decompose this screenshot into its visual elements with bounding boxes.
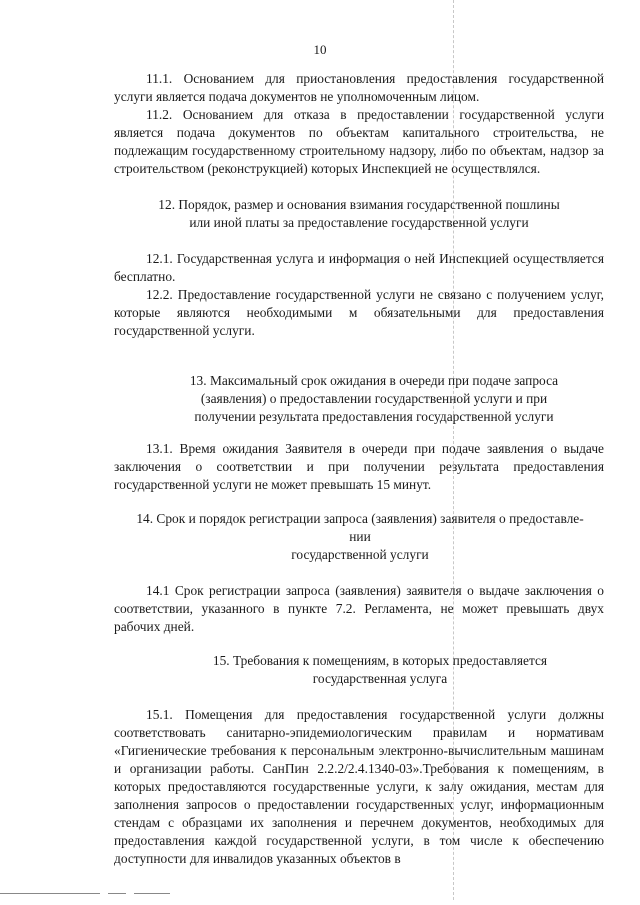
heading-12-line: или иной платы за предоставление государственной услуги xyxy=(189,215,529,230)
heading-15-line: государственная услуга xyxy=(312,671,448,686)
paragraph-12-1: 12.1. Государственная услуга и информация о ней Инспекцией осуществляется бесплатно. xyxy=(114,251,604,284)
footer-rule xyxy=(108,893,126,894)
heading-14-line: государственной услуги xyxy=(291,547,429,562)
page-number: 10 xyxy=(313,42,327,57)
paragraph-15-1: 15.1. Помещения для предоставления государственной услуги должны соответствовать санитарно-эпидемиологическим правилам и нормативам «Гигиенические требования к персональным электронно-вычислительным машинам и организации работы. СанПин 2.2.2/2.4.1340-03».Требования к помещениям, в которых предоставляются государственные услуги, к залу ожидания, местам для заполнения запросов о предоставлении государственных услуг, информационным стендам с образцами их заполнения и перечнем документов, необходимых для предоставления каждой государственной услуги, в том числе к обеспечению доступности для инвалидов указанных объектов в xyxy=(114,707,604,866)
heading-14 xyxy=(110,510,610,564)
footer-rule xyxy=(134,893,170,894)
paragraph-11-1: 11.1. Основанием для приостановления предоставления государственной услуги является подача документов не уполномоченным лицом. xyxy=(114,71,604,104)
heading-14-line: 14. Срок и порядок регистрации запроса (заявления) заявителя о предоставле- xyxy=(136,511,584,526)
heading-15 xyxy=(180,652,580,688)
heading-13-line: (заявления) о предоставлении государственной услуги и при xyxy=(200,391,548,406)
footer-rule xyxy=(0,893,100,894)
paragraph-12-2: 12.2. Предоставление государственной услуги не связано с получением услуг, которые являются необходимыми м обязательными для предоставления государственной услуги. xyxy=(114,287,604,338)
heading-13-line: 13. Максимальный срок ожидания в очереди при подаче запроса xyxy=(189,373,559,388)
paragraph-11-2: 11.2. Основанием для отказа в предоставлении государственной услуги является подача документов по объектам капитального строительства, не подлежащим государственному строительному надзору, либо по объектам, надзор за строительством (реконструкцией) которых Инспекцией не осуществлялся. xyxy=(114,107,604,176)
heading-15-line: 15. Требования к помещениям, в которых предоставляется xyxy=(212,653,548,668)
heading-13-line: получении результата предоставления государственной услуги xyxy=(194,409,554,424)
heading-12 xyxy=(110,196,608,232)
heading-13 xyxy=(150,372,598,426)
heading-14-line: нии xyxy=(349,529,371,544)
paragraph-13-1: 13.1. Время ожидания Заявителя в очереди при подаче заявления о выдаче заключения о соответствии и при получении результата предоставления государственной услуги не может превышать 15 минут. xyxy=(114,441,604,492)
paragraph-14-1: 14.1 Срок регистрации запроса (заявления) заявителя о выдаче заключения о соответствии, указанного в пункте 7.2. Регламента, не может превышать двух рабочих дней. xyxy=(114,583,604,634)
heading-12-line: 12. Порядок, размер и основания взимания государственной пошлины xyxy=(158,197,560,212)
